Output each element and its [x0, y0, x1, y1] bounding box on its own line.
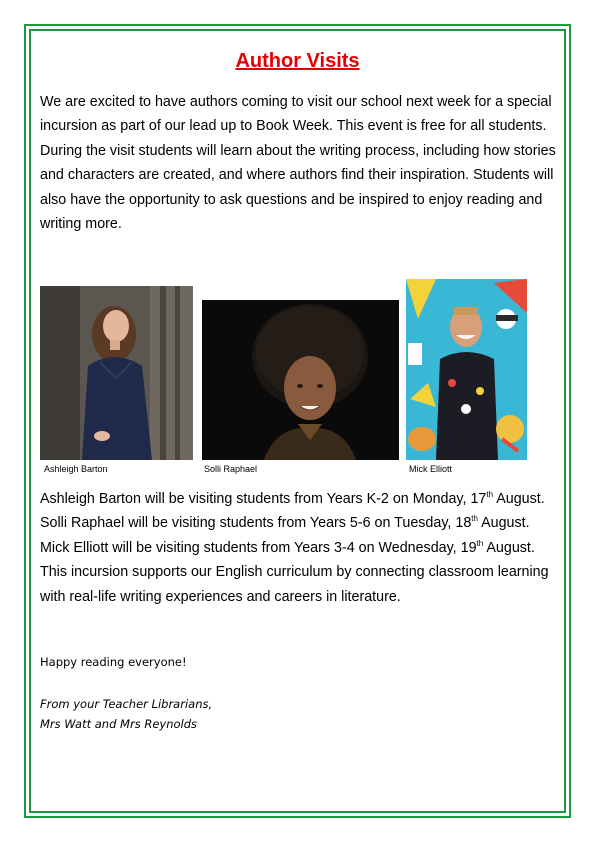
intro-paragraph-1: We are excited to have authors coming to visit our school next week for a special incursion as part of our lead up to Book Week. This event is free for all students. — [40, 94, 552, 135]
author-photo-mick-elliott — [406, 279, 527, 460]
intro-paragraphs — [40, 90, 560, 236]
signature-block — [40, 694, 212, 734]
author-photo-solli-raphael — [202, 300, 399, 460]
closing-line: Happy reading everyone! — [40, 655, 187, 669]
page-title: Author Visits — [235, 50, 360, 72]
intro-paragraph-2: During the visit students will learn about the writing process, including how stories and characters are created, and where authors find their inspiration. Students will also have the opportunity to ask questions and be inspired to enjoy reading and writing more. — [40, 142, 556, 233]
schedule-paragraph — [40, 487, 560, 609]
schedule-text-2: August. Solli Raphael will be visiting students from Years 5-6 on Tuesday, 18 — [40, 491, 545, 532]
schedule-sup-1: th — [486, 490, 494, 500]
author-photo-ashleigh-barton — [40, 286, 193, 460]
schedule-sup-2: th — [471, 514, 478, 524]
author-caption-solli-raphael: Solli Raphael — [204, 464, 258, 474]
schedule-text-1: Ashleigh Barton will be visiting students from Years K-2 on Monday, 17 — [40, 491, 487, 507]
signature-line-1: From your Teacher Librarians, — [40, 697, 213, 711]
curriculum-paragraph: This incursion supports our English curriculum by connecting classroom learning with real-life writing experiences and careers in literature. — [40, 564, 549, 605]
signature-line-2: Mrs Watt and Mrs Reynolds — [40, 717, 198, 731]
schedule-text-4: August. — [483, 539, 535, 556]
schedule-sup-3: th — [476, 539, 484, 549]
author-caption-mick-elliott: Mick Elliott — [409, 464, 453, 474]
schedule-text-3: August. Mick Elliott will be visiting students from Years 3-4 on Wednesday, 19 — [40, 515, 530, 556]
author-caption-ashleigh-barton: Ashleigh Barton — [44, 464, 108, 474]
